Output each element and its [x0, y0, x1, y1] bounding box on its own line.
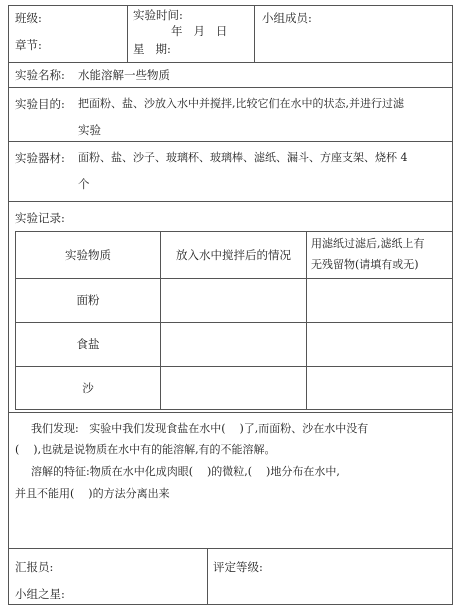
table-row2-bottom: [15, 366, 452, 367]
header-divider-1: [127, 5, 128, 63]
group-label: 小组成员:: [262, 11, 312, 25]
table-header-bottom: [15, 278, 452, 279]
table-header-stirred: 放入水中搅拌后的情况: [176, 248, 291, 262]
purpose-label: 实验目的:: [15, 97, 65, 111]
divider-equipment: [8, 201, 453, 202]
divider-header: [8, 62, 453, 63]
header-divider-2: [254, 5, 255, 63]
class-label: 班级:: [15, 11, 42, 25]
table-header-filter-line1: 用滤纸过滤后,滤纸上有: [311, 237, 425, 250]
divider-record: [8, 412, 453, 413]
purpose-line1: 把面粉、盐、沙放入水中并搅拌,比较它们在水中的状态,并进行过滤: [78, 97, 404, 110]
date-line: 年 月 日: [171, 24, 228, 38]
divider-purpose: [8, 141, 453, 142]
table-row-flour: 面粉: [76, 293, 100, 307]
name-value: 水能溶解一些物质: [78, 68, 170, 82]
findings-line3: 溶解的特征:物质在水中化成肉眼( )的微粒,( )地分布在水中,: [31, 465, 340, 478]
divider-findings: [8, 548, 453, 549]
table-row1-bottom: [15, 322, 452, 323]
findings-line1: 我们发现: 实验中我们发现食盐在水中( )了,而面粉、沙在水中没有: [31, 422, 369, 435]
table-col-divider-2: [306, 231, 307, 410]
record-label: 实验记录:: [15, 211, 65, 225]
table-row-sand: 沙: [82, 381, 94, 395]
table-row-salt: 食盐: [76, 337, 100, 351]
border-left: [8, 5, 9, 605]
equipment-line2: 个: [78, 177, 90, 191]
border-bottom: [8, 604, 453, 605]
footer-divider: [207, 548, 208, 605]
reporter-label: 汇报员:: [15, 560, 54, 574]
table-bottom: [15, 409, 452, 410]
findings-line2: ( ),也就是说物质在水中有的能溶解,有的不能溶解。: [15, 443, 276, 456]
equipment-line1: 面粉、盐、沙子、玻璃杯、玻璃棒、滤纸、漏斗、方座支架、烧杯 4: [78, 151, 408, 164]
table-header-substance: 实验物质: [65, 248, 111, 262]
weekday-line: 星 期:: [133, 42, 171, 56]
grade-label: 评定等级:: [213, 560, 263, 574]
border-right: [452, 5, 453, 605]
name-label: 实验名称:: [15, 68, 65, 82]
divider-name: [8, 87, 453, 88]
chapter-label: 章节:: [15, 38, 42, 52]
table-top: [15, 231, 452, 232]
border-top: [8, 5, 453, 6]
time-label: 实验时间:: [133, 8, 183, 22]
star-label: 小组之星:: [15, 587, 65, 601]
equipment-label: 实验器材:: [15, 151, 65, 165]
purpose-line2: 实验: [78, 123, 101, 137]
findings-line4: 并且不能用( )的方法分离出来: [15, 487, 170, 500]
table-header-filter-line2: 无残留物(请填有或无): [311, 258, 419, 271]
